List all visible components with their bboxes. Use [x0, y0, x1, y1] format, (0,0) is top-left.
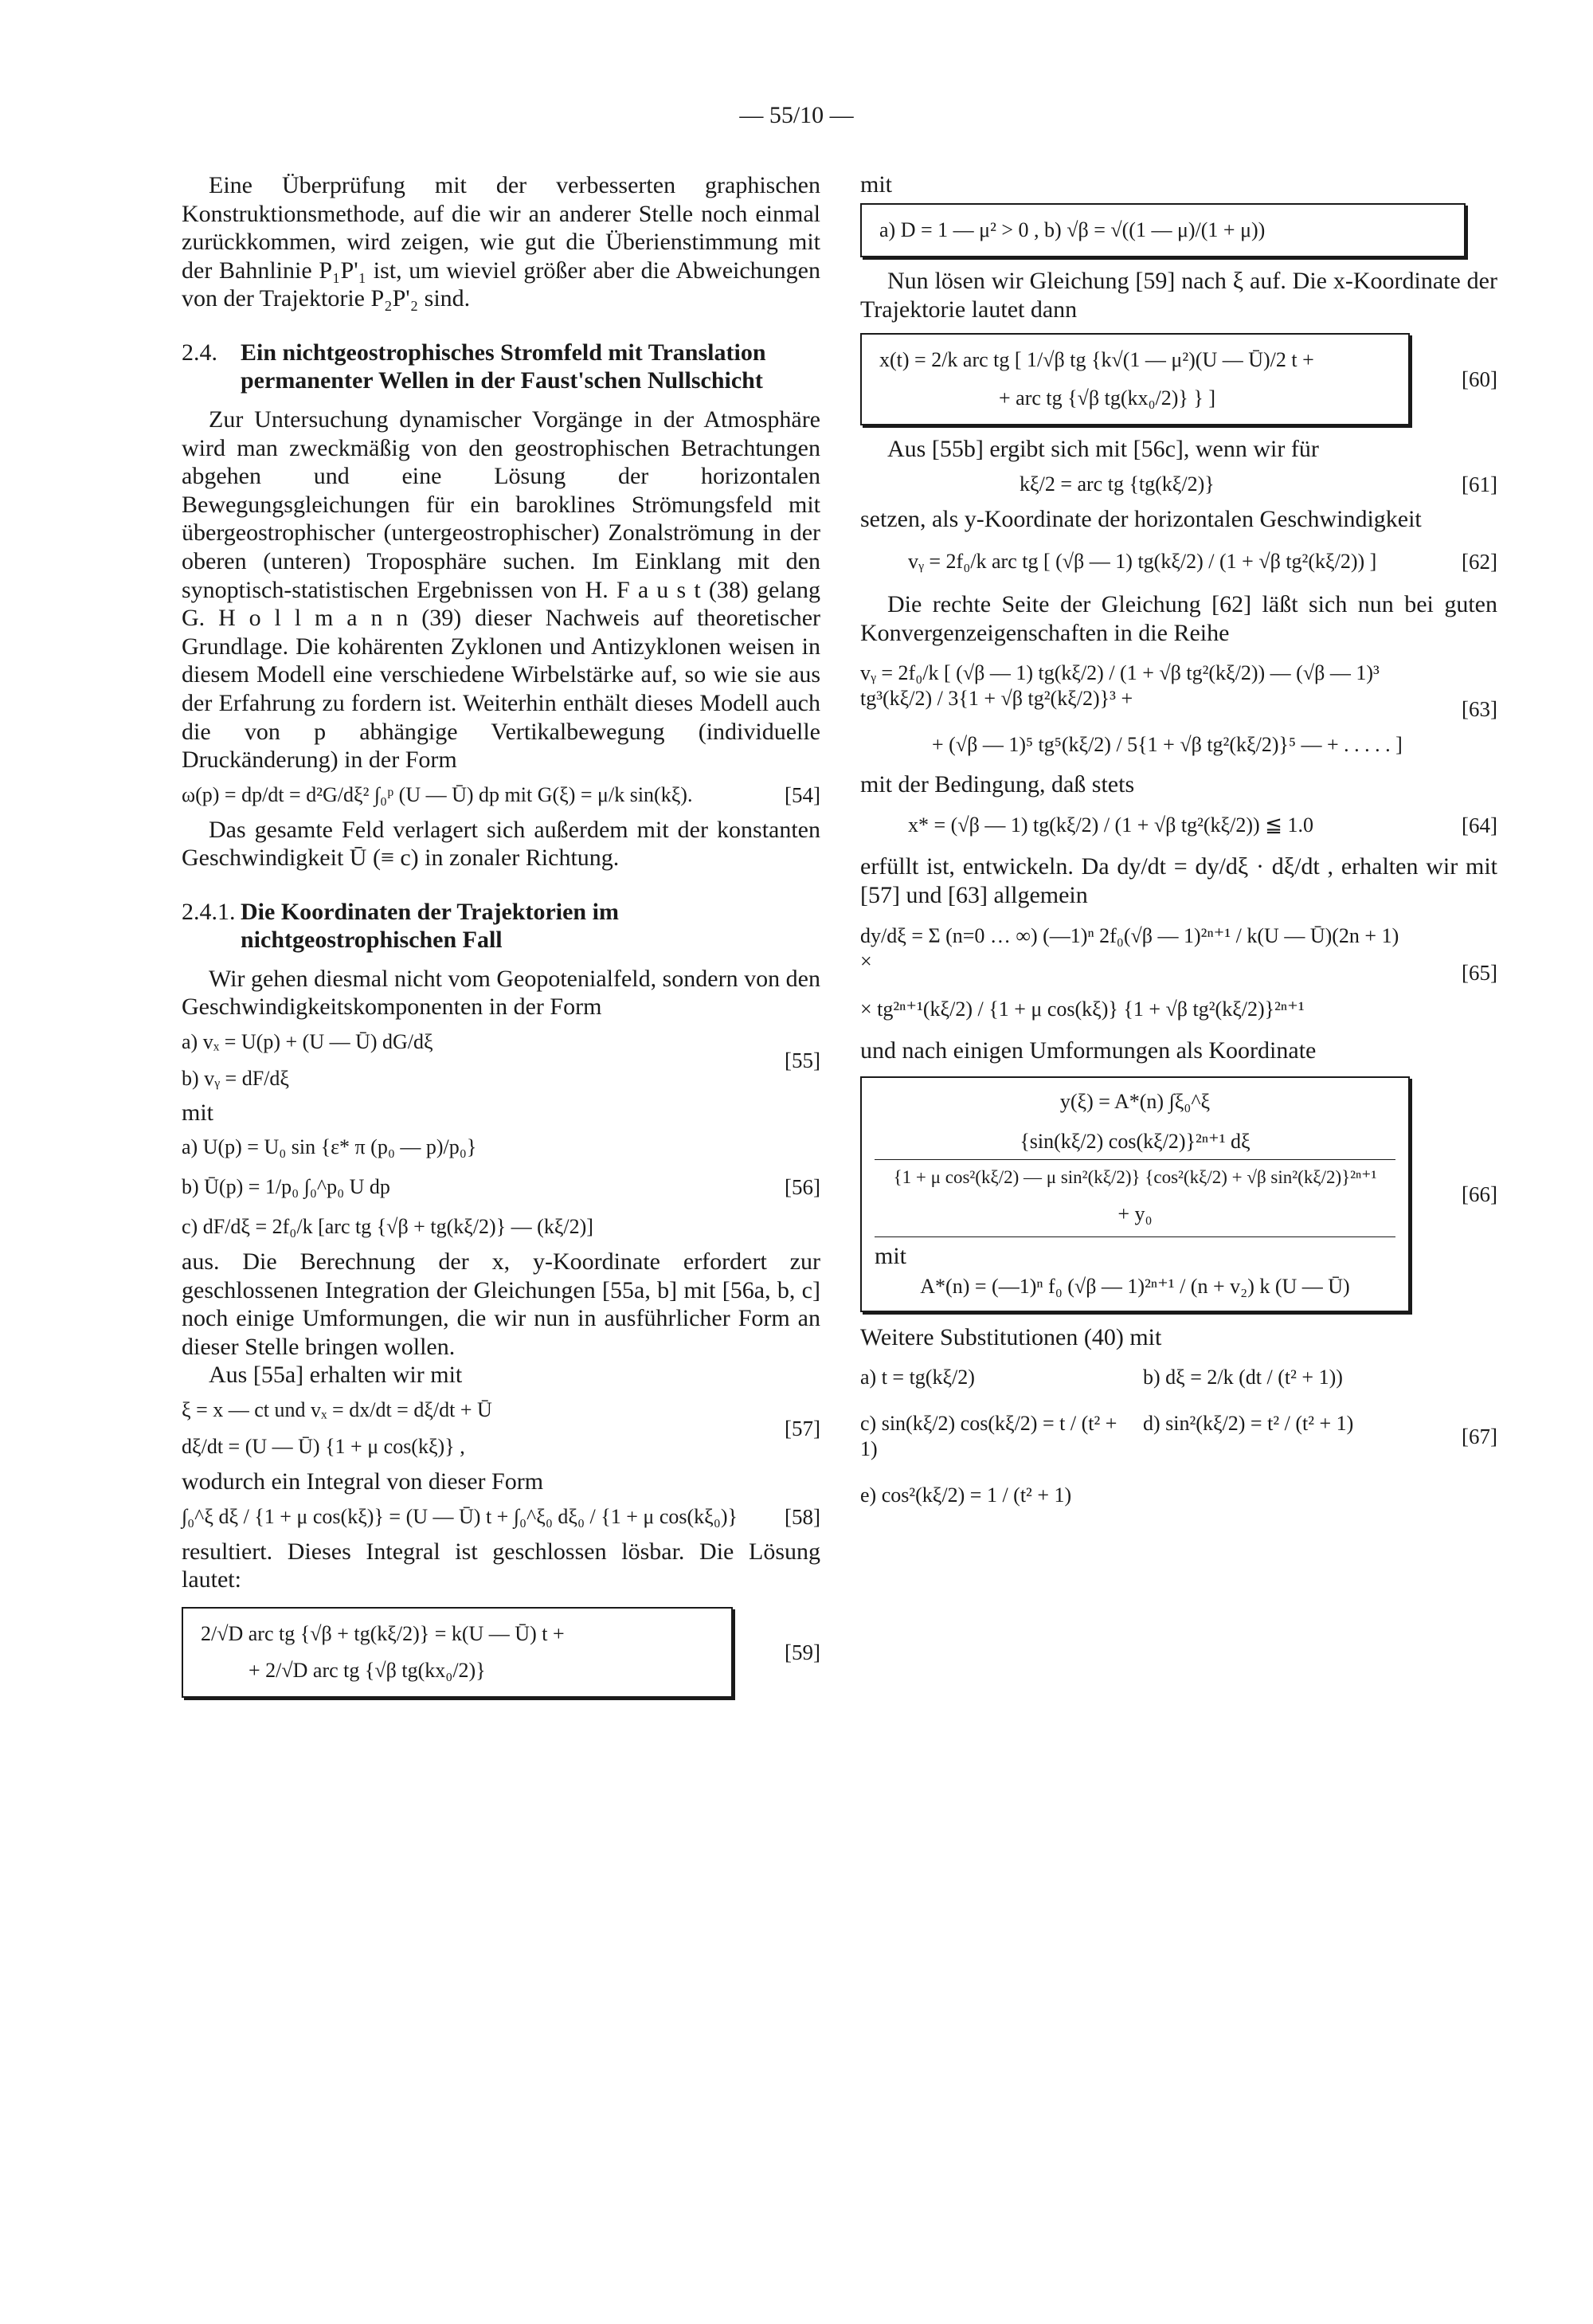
equation-60-box — [860, 333, 1410, 425]
paragraph-y-coordinate: setzen, als y-Koordinate der horizontalen Geschwindigkeit — [860, 505, 1422, 532]
equation-66 — [860, 1076, 1497, 1312]
equation-60b: + arc tg {√β tg(kx₀/2)} } ] — [999, 386, 1216, 410]
equation-56a: a) U(p) = U₀ sin {ε* π (p₀ — p)/p₀} — [182, 1135, 477, 1159]
equation-55 — [182, 1029, 820, 1091]
equation-62 — [860, 549, 1497, 574]
equation-label: [58] — [785, 1504, 820, 1529]
paragraph-substitutions: Weitere Substitutionen (40) mit — [860, 1323, 1162, 1350]
equation-59-box — [182, 1607, 733, 1698]
paragraph-velocity-components: Wir gehen diesmal nicht vom Geopotenialfeld, sondern von den Geschwindigkeitskomponenten in der Form — [182, 965, 820, 1021]
equation-63a: vᵧ = 2f₀/k [ (√β — 1) tg(kξ/2) / (1 + √β tg²(kξ/2)) — (√β — 1)³ tg³(kξ/2) / 3{1 + √β tg²(kξ/2)}³ + — [860, 660, 1380, 710]
mit-label: mit — [875, 1242, 907, 1269]
equation-58-body: ∫₀^ξ dξ / {1 + μ cos(kξ)} = (U — Ū) t + ∫₀^ξ₀ dξ₀ / {1 + μ cos(kξ₀)} — [182, 1504, 738, 1528]
section-heading-2-4 — [182, 339, 820, 394]
equation-66a: y(ξ) = A*(n) ∫ξ₀^ξ — [1059, 1089, 1211, 1113]
equation-67c: c) sin(kξ/2) cos(kξ/2) = t / (t² + 1) — [860, 1411, 1117, 1460]
equation-63 — [860, 660, 1497, 758]
equation-66e: A*(n) = (—1)ⁿ f₀ (√β — 1)²ⁿ⁺¹ / (n + v₂) k (U — Ū) — [920, 1274, 1350, 1298]
equation-57a: ξ = x — ct und vₓ = dx/dt = dξ/dt + Ū — [182, 1398, 492, 1422]
equation-66b: {sin(kξ/2) cos(kξ/2)}²ⁿ⁺¹ dξ — [1020, 1129, 1251, 1153]
equation-66d: + y₀ — [1117, 1201, 1153, 1225]
equation-59b: + 2/√D arc tg {√β tg(kx₀/2)} — [249, 1658, 486, 1682]
equation-61 — [860, 472, 1497, 497]
equation-67e: e) cos²(kξ/2) = 1 / (t² + 1) — [860, 1483, 1072, 1507]
equation-67b: b) dξ = 2/k (dt / (t² + 1)) — [1143, 1365, 1343, 1389]
equation-label: [55] — [785, 1048, 820, 1073]
paragraph-condition: mit der Bedingung, daß stets — [860, 770, 1135, 798]
equation-label: [66] — [1462, 1182, 1497, 1206]
equation-55a: a) vₓ = U(p) + (U — Ū) dG/dξ — [182, 1030, 433, 1054]
equation-61-body: kξ/2 = arc tg {tg(kξ/2)} — [1020, 472, 1215, 496]
mit-label: mit — [860, 171, 893, 198]
paragraph-solution: resultiert. Dieses Integral ist geschlossen lösbar. Die Lösung lautet: — [182, 1538, 820, 1593]
equation-64 — [860, 813, 1497, 838]
equation-label: [64] — [1462, 813, 1497, 838]
equation-58 — [182, 1504, 820, 1530]
equation-57b: dξ/dt = (U — Ū) {1 + μ cos(kξ)} , — [182, 1435, 465, 1459]
equation-64-body: x* = (√β — 1) tg(kξ/2) / (1 + √β tg²(kξ/2)) ≦ 1.0 — [908, 813, 1313, 837]
paragraph-coordinate: und nach einigen Umformungen als Koordinate — [860, 1037, 1317, 1064]
paragraph-series: Die rechte Seite der Gleichung [62] läßt sich nun bei guten Konvergenzeigenschaften in die Reihe — [860, 591, 1497, 646]
section-heading-2-4-1 — [182, 898, 820, 954]
equation-57 — [182, 1397, 820, 1460]
equation-56b: b) Ū(p) = 1/p₀ ∫₀^p₀ U dp — [182, 1175, 390, 1199]
section-title: Ein nichtgeostrophisches Stromfeld mit Translation permanenter Wellen in der Faust'schen Nullschicht — [241, 339, 766, 394]
equation-label: [61] — [1462, 472, 1497, 496]
equation-66c: {1 + μ cos²(kξ/2) — μ sin²(kξ/2)} {cos²(kξ/2) + √β sin²(kξ/2)}²ⁿ⁺¹ — [893, 1166, 1377, 1187]
equation-54-body: ω(p) = dp/dt = d²G/dξ² ∫₀ᵖ (U — Ū) dp mit G(ξ) = μ/k sin(kξ). — [182, 782, 693, 806]
paragraph-field-shift: Das gesamte Feld verlagert sich außerdem mit der konstanten Geschwindigkeit Ū (≡ c) in zonaler Richtung. — [182, 816, 820, 872]
equation-60 — [860, 333, 1497, 425]
paragraph-dynamics: Zur Untersuchung dynamischer Vorgänge in der Atmosphäre wird man zweckmäßig von den geostrophischen Betrachtungen abgehen und eine Lösung der horizontalen Bewegungsgleichungen für ein baroklines Strömungsfeld mit übergeostrophischer (untergeostrophischer) Zonalströmung in der oberen (unteren) Troposphäre suchen. Im Einklang mit den synoptisch-statistischen Ergebnissen von H. F a u s t (38) gelang G. H o l l m a n n (39) dieser Nachweis auf theoretischer Grundlage. Die kohärenten Zyklonen und Antizyklonen weisen in diesem Modell eine verschiedene Wirbelstärke auf, so wie sie aus der Erfahrung zu fordern ist. Weiterhin enthält dieses Modell auch die von p abhängige Vertikalbewegung (individuelle Druckänderung) in der Form — [182, 406, 820, 774]
equation-65a: dy/dξ = Σ (n=0 … ∞) (—1)ⁿ 2f₀(√β — 1)²ⁿ⁺¹ / k(U — Ū)(2n + 1) × — [860, 924, 1399, 974]
section-title: Die Koordinaten der Trajektorien im nichtgeostrophischen Fall — [241, 898, 619, 953]
equation-67 — [860, 1365, 1497, 1508]
equation-59 — [182, 1607, 820, 1698]
section-number: 2.4.1. — [182, 898, 236, 925]
equation-62-body: vᵧ = 2f₀/k arc tg [ (√β — 1) tg(kξ/2) / (1 + √β tg²(kξ/2)) ] — [908, 550, 1377, 574]
equation-label: [56] — [785, 1175, 820, 1200]
equation-label: [59] — [785, 1640, 820, 1664]
equation-d-beta: a) D = 1 — μ² > 0 , b) √β = √((1 — μ)/(1 + μ)) — [879, 218, 1266, 241]
page-number: — 55/10 — — [739, 102, 854, 128]
equation-d-beta-box — [860, 203, 1466, 257]
equation-67a: a) t = tg(kξ/2) — [860, 1365, 975, 1389]
equation-67d: d) sin²(kξ/2) = t² / (t² + 1) — [1143, 1411, 1354, 1435]
paragraph-from-55b: Aus [55b] ergibt sich mit [56c], wenn wir für — [887, 436, 1319, 463]
section-number: 2.4. — [182, 339, 217, 366]
equation-60a: x(t) = 2/k arc tg [ 1/√β tg {k√(1 — μ²)(U — Ū)/2 t + — [879, 348, 1314, 372]
right-column — [860, 171, 1497, 1508]
equation-65b: × tg²ⁿ⁺¹(kξ/2) / {1 + μ cos(kξ)} {1 + √β tg²(kξ/2)}²ⁿ⁺¹ — [860, 997, 1305, 1021]
paragraph-from-55a: Aus [55a] erhalten wir mit — [209, 1362, 463, 1389]
equation-66-box — [860, 1076, 1410, 1312]
equation-label: [57] — [785, 1417, 820, 1441]
paragraph-solve-59: Nun lösen wir Gleichung [59] nach ξ auf. Die x-Koordinate der Trajektorie lautet dann — [860, 268, 1497, 323]
equation-label: [60] — [1462, 367, 1497, 392]
equation-63b: + (√β — 1)⁵ tg⁵(kξ/2) / 5{1 + √β tg²(kξ/2)}⁵ — + . . . . . ] — [932, 732, 1403, 756]
paragraph-integration: aus. Die Berechnung der x, y-Koordinate erfordert zur geschlossenen Integration der Gleichungen [55a, b] mit [56a, b, c] noch einige Umformungen, die wir nun in ausführlicher Form an dieser Stelle bringen wollen. — [182, 1248, 820, 1360]
equation-label: [63] — [1462, 696, 1497, 721]
paragraph-integral-form: wodurch ein Integral von dieser Form — [182, 1468, 544, 1495]
equation-label: [54] — [785, 782, 820, 807]
equation-55b: b) vᵧ = dF/dξ — [182, 1067, 289, 1091]
paragraph-intro: Eine Überprüfung mit der verbesserten graphischen Konstruktionsmethode, auf die wir an anderer Stelle noch einmal zurückkommen, wird zeigen, wie gut die Überienstimmung mit der Bahnlinie P₁P'₁ ist, um wieviel größer aber die Abweichungen von der Trajektorie P₂P'₂ sind. — [182, 172, 820, 312]
equation-label: [62] — [1462, 550, 1497, 574]
equation-label: [67] — [1462, 1424, 1497, 1448]
equation-65 — [860, 923, 1497, 1022]
equation-label: [65] — [1462, 961, 1497, 986]
mit-label: mit — [182, 1099, 214, 1127]
equation-56c: c) dF/dξ = 2f₀/k [arc tg {√β + tg(kξ/2)} — (kξ/2)] — [182, 1215, 593, 1239]
paragraph-expand: erfüllt ist, entwickeln. Da dy/dt = dy/dξ · dξ/dt , erhalten wir mit [57] und [63] allgemein — [860, 853, 1497, 908]
equation-56 — [182, 1135, 820, 1240]
equation-54 — [182, 782, 820, 808]
equation-59a: 2/√D arc tg {√β + tg(kξ/2)} = k(U — Ū) t + — [201, 1621, 565, 1645]
left-column — [182, 171, 820, 1698]
